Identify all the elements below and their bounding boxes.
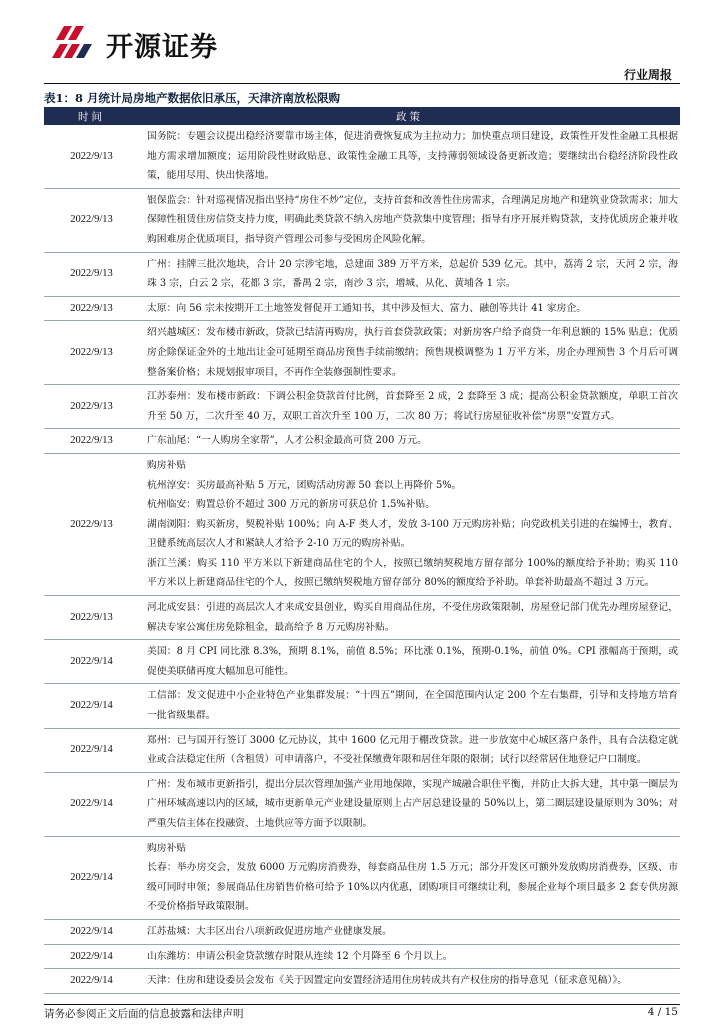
row-policy — [139, 919, 680, 944]
policy-line: 工信部：发文促进中小企业特色产业集群发展：“十四五”期间，在全国范围内认定 200 个左右集群，引导和支持地方培育一批省级集群。 — [147, 690, 678, 722]
brand-logo — [50, 22, 218, 66]
row-policy — [139, 596, 680, 640]
policy-line: 银保监会：针对巡视情况指出坚持“房住不炒”定位，支持首套和改善性住房需求，合理满足房地产和建筑业贷款需求；加大保障性租赁住房信贷支持力度，明确此类贷款不纳入房地产贷款集中度管理；指导有序开展并购贷款，支持优质房企兼并收购困难房企优质项目，指导资产管理公司参与受困房企风险化解。 — [147, 194, 678, 245]
header-divider — [44, 83, 680, 84]
table-row — [44, 453, 680, 595]
table-header-row — [44, 107, 680, 125]
policy-line: 购房补贴 — [147, 842, 187, 854]
row-policy — [139, 772, 680, 836]
table-row — [44, 836, 680, 919]
policy-line: 湖南浏阳：购买新房，契税补贴 100%；向 A-F 类人才，发放 3-100 万元购房补贴；向党政机关引进的在编博士，教育、卫健系统高层次人才和紧缺人才给予 2-10 万元的购房补贴。 — [147, 518, 678, 550]
policy-line: 河北成安县：引进的高层次人才来成安县创业，购买自用商品住房，不受住房政策限制，房屋登记部门优先办理房屋登记，解决专家公寓住房免除租金，最高给予 8 万元购房补贴。 — [147, 602, 678, 633]
policy-line: 山东潍坊：申请公积金贷款缴存时限从连续 12 个月降至 6 个月以上。 — [147, 950, 453, 962]
row-date: 2022/9/14 — [44, 969, 139, 994]
table-row — [44, 296, 680, 321]
report-category: 行业周报 — [623, 68, 672, 82]
row-date: 2022/9/14 — [44, 772, 139, 836]
table-row — [44, 969, 680, 994]
row-policy — [139, 385, 680, 429]
table-body — [44, 125, 680, 993]
row-policy — [139, 453, 680, 595]
row-date: 2022/9/14 — [44, 728, 139, 772]
table-row — [44, 772, 680, 836]
row-date: 2022/9/13 — [44, 296, 139, 321]
table-row — [44, 728, 680, 772]
table-row — [44, 188, 680, 252]
policy-line: 购房补贴 — [147, 459, 187, 471]
table-row — [44, 385, 680, 429]
policy-line: 郑州：已与国开行签订 3000 亿元协议，其中 1600 亿元用于棚改贷款。进一步放宽中心城区落户条件，具有合法稳定就业或合法稳定住所（含租赁）可申请落户，不受社保缴费年限和居住年限的限制；试行以经常居住地登记户口制度。 — [147, 734, 678, 766]
row-policy — [139, 640, 680, 684]
row-date: 2022/9/14 — [44, 640, 139, 684]
policy-line: 江苏盐城：大丰区出台八项新政促进房地产业健康发展。 — [147, 925, 392, 937]
policy-table — [44, 107, 680, 994]
row-policy — [139, 296, 680, 321]
row-policy — [139, 684, 680, 728]
policy-line: 浙江兰溪：购买 110 平方米以下新建商品住宅的个人，按照已缴纳契税地方留存部分 100%的额度给予补助；购买 110 平方米以上新建商品住宅的个人，按照已缴纳契税地方留存部分 80%的额度给予补助。单套补助最高不超过 3 万元。 — [147, 557, 678, 589]
table-row — [44, 125, 680, 188]
table-row — [44, 321, 680, 385]
row-policy — [139, 321, 680, 385]
brand-name: 开源证券 — [106, 31, 218, 63]
row-date: 2022/9/13 — [44, 252, 139, 296]
column-header-date: 时间 — [44, 107, 139, 125]
page-number: 4 / 15 — [647, 1006, 678, 1018]
row-date: 2022/9/13 — [44, 321, 139, 385]
table-row — [44, 944, 680, 969]
table-row — [44, 252, 680, 296]
row-date: 2022/9/13 — [44, 188, 139, 252]
row-date: 2022/9/13 — [44, 385, 139, 429]
row-policy — [139, 969, 680, 994]
row-date: 2022/9/14 — [44, 919, 139, 944]
logo-mark-icon — [50, 22, 98, 66]
policy-line: 绍兴越城区：发布楼市新政，贷款已结清再购房，执行首套贷款政策；对新房客户给予商贷一年利息额的 15% 贴息；优质房企除保证金外的土地出让金可延期至商品房预售手续前缴纳；预售规模调整为 1 万平方米，房企办理预售 3 个月后可调整备案价格；未规划报审项目，不再作全装修强制性要求。 — [147, 327, 678, 378]
table-row — [44, 919, 680, 944]
footer-divider — [44, 1004, 680, 1005]
row-policy — [139, 188, 680, 252]
policy-line: 广州：发布城市更新指引，提出分层次管理加强产业用地保障，实现产城融合职住平衡，并防止大拆大建，其中第一圈层为广州环城高速以内的区域，城市更新单元产业建设量原则上占产居总建设量的 50%以上，第二圈层建设量原则为 30%；对严重失信主体在投融资、土地供应等方面予以限制。 — [147, 778, 678, 829]
row-policy — [139, 429, 680, 454]
footer-disclaimer: 请务必参阅正文后面的信息披露和法律声明 — [44, 1008, 244, 1020]
table-row — [44, 429, 680, 454]
policy-line: 国务院：专题会议提出稳经济要靠市场主体，促进消费恢复成为主拉动力；加快重点项目建设，政策性开发性金融工具根据地方需求增加额度；运用阶段性财政贴息、政策性金融工具等，支持薄弱领域设备更新改造；要继续出台稳经济阶段性政策，能用尽用、快出快落地。 — [147, 131, 678, 182]
row-date: 2022/9/14 — [44, 944, 139, 969]
policy-line: 江苏泰州：发布楼市新政：下调公积金贷款首付比例，首套降至 2 成，2 套降至 3 成；提高公积金贷款额度，单职工首次升至 50 万，二次升至 40 万，双职工首次升至 100 万，二次 80 万；将试行房屋征收补偿“房票”安置方式。 — [147, 391, 678, 422]
row-date: 2022/9/13 — [44, 596, 139, 640]
policy-line: 杭州淳安：买房最高补贴 5 万元，团购活动房源 50 套以上再降价 5%。 — [147, 479, 462, 491]
table-row — [44, 640, 680, 684]
row-policy — [139, 836, 680, 919]
table-row — [44, 684, 680, 728]
row-date: 2022/9/13 — [44, 429, 139, 454]
row-date: 2022/9/13 — [44, 453, 139, 595]
row-date: 2022/9/13 — [44, 125, 139, 188]
row-date: 2022/9/14 — [44, 684, 139, 728]
policy-line: 美国：8 月 CPI 同比涨 8.3%，预期 8.1%，前值 8.5%；环比涨 0.1%，预期-0.1%，前值 0%。CPI 涨幅高于预期，或促使美联储再度大幅加息可能性。 — [147, 646, 678, 677]
policy-line: 长春：举办房交会，发放 6000 万元购房消费券，每套商品住房 1.5 万元；部分开发区可额外发放购房消费券，区级、市级可同时申领；参展商品住房销售价格可给予 10%以内优惠，团购项目可继续让利，参展企业每个项目最多 2 套专供房源不受价格指导政策限制。 — [147, 862, 678, 913]
column-header-policy: 政策 — [139, 107, 680, 125]
table-title: 表1：8 月统计局房地产数据依旧承压，天津济南放松限购 — [44, 91, 341, 105]
row-policy — [139, 125, 680, 188]
row-policy — [139, 728, 680, 772]
policy-line: 天津：住房和建设委员会发布《关于因置定向安置经济适用住房转成共有产权住房的指导意见（征求意见稿）》。 — [147, 975, 628, 987]
policy-line: 广州：挂牌三批次地块，合计 20 宗涉宅地，总建面 389 万平方米，总起价 539 亿元。其中，荔湾 2 宗，天河 2 宗，海珠 3 宗，白云 2 宗，花都 3 宗，番禺 2 宗，南沙 3 宗，增城、从化、黄埔各 1 宗。 — [147, 258, 678, 290]
row-date: 2022/9/14 — [44, 836, 139, 919]
policy-line: 杭州临安：购置总价不超过 300 万元的新房可获总价 1.5%补贴。 — [147, 499, 436, 511]
row-policy — [139, 944, 680, 969]
policy-line: 太原：向 56 宗未按期开工土地签发督促开工通知书，其中涉及恒大、富力、融创等共计 41 家房企。 — [147, 302, 587, 314]
row-policy — [139, 252, 680, 296]
policy-line: 广东汕尾：“一人购房全家帮”，人才公积金最高可贷 200 万元。 — [147, 435, 427, 447]
table-row — [44, 596, 680, 640]
